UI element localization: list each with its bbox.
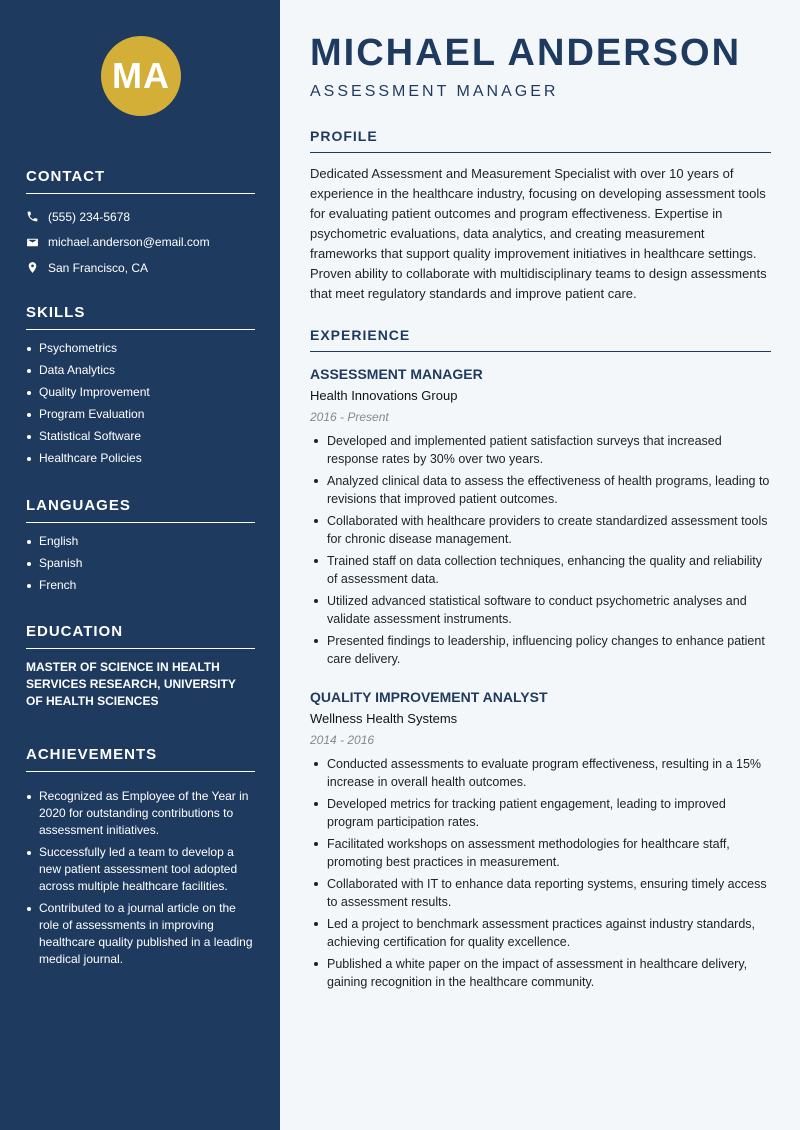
achievements-section [26,746,255,973]
job-bullet: Collaborated with healthcare providers to create standardized assessment tools for chronic disease management. [310,512,771,548]
education-heading: EDUCATION [26,623,255,649]
job-bullet: Published a white paper on the impact of assessment in healthcare delivery, gaining recognition in the healthcare community. [310,955,771,991]
achievement-item: Contributed to a journal article on the role of assessments in improving healthcare quality published in a leading medical journal. [26,900,255,968]
job-company: Health Innovations Group [310,388,458,403]
job-bullets [310,755,771,991]
contact-email [26,230,255,256]
languages-list [26,533,255,594]
job-bullet: Led a project to benchmark assessment practices against industry standards, achieving certification for quality excellence. [310,915,771,951]
contact-section [26,168,255,281]
job-bullet: Utilized advanced statistical software to conduct psychometric analyses and validate assessment instruments. [310,592,771,628]
skill-item: Data Analytics [26,362,255,379]
location-pin-icon [26,261,39,274]
job-title: ASSESSMENT MANAGER [310,366,483,382]
skills-heading: SKILLS [26,304,255,330]
education-section [26,623,255,710]
contact-phone [26,204,255,230]
skills-section [26,304,255,472]
education-degree: MASTER OF SCIENCE IN HEALTH SERVICES RESEARCH, UNIVERSITY OF HEALTH SCIENCES [26,660,236,708]
phone-icon [26,210,39,223]
skills-list [26,340,255,467]
skill-item: Psychometrics [26,340,255,357]
language-item: French [26,577,255,594]
job-bullets [310,432,771,668]
contact-location [26,255,255,281]
job-bullet: Analyzed clinical data to assess the effectiveness of health programs, leading to revisions that improved patient outcomes. [310,472,771,508]
achievement-item: Recognized as Employee of the Year in 2020 for outstanding contributions to assessment initiatives. [26,788,255,839]
experience-heading: EXPERIENCE [310,327,771,352]
skill-item: Quality Improvement [26,384,255,401]
language-item: Spanish [26,555,255,572]
candidate-name: MICHAEL ANDERSON [310,32,742,74]
job-bullet: Conducted assessments to evaluate program effectiveness, resulting in a 15% increase in overall health outcomes. [310,755,771,791]
job-entry [310,366,771,672]
job-bullet: Developed metrics for tracking patient engagement, leading to improved program participation rates. [310,795,771,831]
job-entry [310,689,771,995]
achievement-item: Successfully led a team to develop a new patient assessment tool adopted across multiple healthcare facilities. [26,844,255,895]
avatar: MA [101,36,181,116]
job-bullet: Developed and implemented patient satisfaction surveys that increased response rates by 30% over two years. [310,432,771,468]
job-bullet: Trained staff on data collection techniques, enhancing the quality and reliability of assessment data. [310,552,771,588]
language-item: English [26,533,255,550]
skill-item: Healthcare Policies [26,450,255,467]
job-dates: 2016 - Present [310,410,389,424]
job-title: QUALITY IMPROVEMENT ANALYST [310,689,548,705]
location-text: San Francisco, CA [48,260,149,275]
job-company: Wellness Health Systems [310,711,458,726]
languages-section [26,497,255,599]
achievements-list [26,788,255,968]
profile-text: Dedicated Assessment and Measurement Specialist with over 10 years of experience in the healthcare industry, focusing on developing assessment tools for evaluating patient outcomes and program effectiveness. Expertise in psychometric evaluations, data analytics, and creating measurement frameworks that support quality improvement initiatives in healthcare settings. Proven ability to collaborate with multidisciplinary teams to design assessments that meet regulatory standards and improve patient care. [310,166,767,301]
email-text[interactable]: michael.anderson@email.com [48,235,210,250]
candidate-title: ASSESSMENT MANAGER [310,83,559,100]
job-dates: 2014 - 2016 [310,733,375,747]
job-bullet: Facilitated workshops on assessment methodologies for healthcare staff, promoting best practices in measurement. [310,835,771,871]
contact-heading: CONTACT [26,168,255,194]
achievements-heading: ACHIEVEMENTS [26,746,255,772]
job-bullet: Collaborated with IT to enhance data reporting systems, ensuring timely access to assessment results. [310,875,771,911]
job-bullet: Presented findings to leadership, influencing policy changes to enhance patient care delivery. [310,632,771,668]
phone-text: (555) 234-5678 [48,209,131,224]
email-icon [26,236,39,249]
languages-heading: LANGUAGES [26,497,255,523]
skill-item: Statistical Software [26,428,255,445]
sidebar [0,0,280,1130]
skill-item: Program Evaluation [26,406,255,423]
profile-heading: PROFILE [310,128,771,153]
